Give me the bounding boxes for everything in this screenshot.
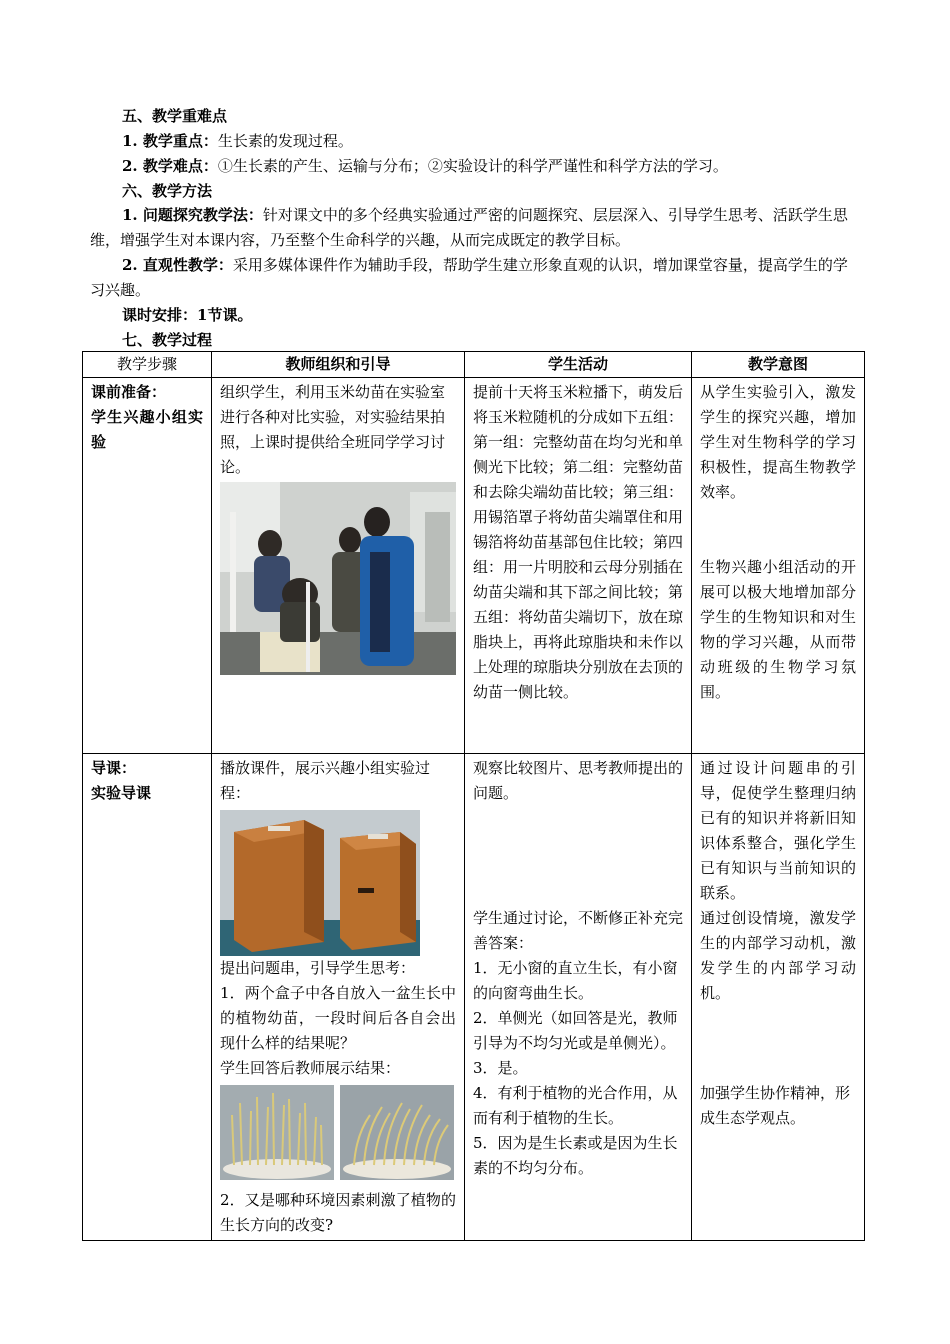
method-2-label: 2. 直观性教学： — [122, 256, 233, 274]
row2-intent-3: 加强学生协作精神，形成生态学观点。 — [700, 1084, 851, 1127]
lab-students-photo — [220, 482, 456, 675]
row2-answer-1: 1．无小窗的直立生长，有小窗的向窗弯曲生长。 — [473, 959, 678, 1002]
row1-step-cell — [83, 378, 212, 754]
row2-step-sub: 实验导课 — [91, 784, 152, 802]
table-row — [83, 754, 865, 1241]
row2-answer-5: 5．因为是生长素或是因为生长素的不均匀分布。 — [473, 1134, 678, 1177]
difficulty-line — [122, 154, 728, 178]
row2-step-title: 导课： — [91, 759, 137, 777]
row1-student-cell — [465, 378, 692, 754]
seedling-photos — [220, 1081, 456, 1188]
row2-teacher-intro: 播放课件，展示兴趣小组实验过程： — [220, 759, 431, 802]
method-2-paragraph — [90, 253, 860, 303]
row2-intent-1: 通过设计问题串的引导，促使学生整理归纳已有的知识并将新旧知识体系整合，强化学生已有知识与当前知识的联系。 — [700, 759, 856, 902]
wooden-boxes-photo — [220, 810, 420, 956]
row2-question-1: 1．两个盒子中各自放入一盆生长中的植物幼苗，一段时间后各自会出现什么样的结果呢？ — [220, 984, 456, 1052]
difficulty-label: 2. 教学难点： — [122, 157, 218, 175]
section-5-heading: 五、教学重难点 — [122, 107, 228, 125]
header-intent: 教学意图 — [692, 352, 865, 378]
row2-intent-cell — [692, 754, 865, 1241]
row2-answer-3: 3．是。 — [473, 1059, 528, 1077]
row2-question-2: 2．又是哪种环境因素刺激了植物的生长方向的改变? — [220, 1191, 456, 1234]
row1-intent-1: 从学生实验引入，激发学生的探究兴趣，增加学生对生物科学的学习积极性，提高生物教学效率。 — [700, 383, 856, 501]
row1-intent-cell — [692, 378, 865, 754]
row2-question-intro: 提出问题串，引导学生思考： — [220, 959, 416, 977]
header-teacher: 教师组织和引导 — [212, 352, 465, 378]
seedlings-photo-2 — [340, 1085, 454, 1180]
section-6-heading: 六、教学方法 — [122, 182, 213, 200]
method-1-label: 1. 问题探究教学法： — [122, 206, 263, 224]
method-2-text: 采用多媒体课件作为辅助手段，帮助学生建立形象直观的认识，增加课堂容量，提高学生的学习兴趣。 — [90, 256, 848, 299]
row1-teacher-text: 组织学生，利用玉米幼苗在实验室进行各种对比实验，对实验结果拍照，上课时提供给全班同学学习讨论。 — [220, 383, 446, 476]
key-point-line — [122, 129, 353, 153]
method-1-paragraph — [90, 203, 860, 253]
row1-student-text: 提前十天将玉米粒播下，萌发后将玉米粒随机的分成如下五组：第一组：完整幼苗在均匀光和单侧光下比较；第二组：完整幼苗和去除尖端幼苗比较；第三组：用锡箔罩子将幼苗尖端罩住和用锡箔将幼苗基部包住比较；第四组：用一片明胶和云母分别插在幼苗尖端和其下部之间比较；第五组：将幼苗尖端切下，放在琼脂块上，再将此琼脂块和未作以上处理的琼脂块分别放在去顶的幼苗一侧比较。 — [473, 383, 684, 701]
lab-photo-drawing — [220, 482, 456, 675]
seedlings-photo-1 — [220, 1085, 334, 1180]
row2-student-b: 学生通过讨论，不断修正补充完善答案： — [473, 909, 684, 952]
seedlings-drawing-1 — [220, 1085, 334, 1180]
table-row — [83, 378, 865, 754]
difficulty-text: ①生长素的产生、运输与分布；②实验设计的科学严谨性和科学方法的学习。 — [217, 157, 728, 175]
header-step: 教学步骤 — [83, 352, 212, 378]
teaching-process-table — [82, 351, 865, 1241]
row1-step-title: 课前准备： — [91, 383, 167, 401]
table-header-row — [83, 352, 865, 378]
row1-intent-2: 生物兴趣小组活动的开展可以极大地增加部分学生的生物知识和对生物的学习兴趣，从而带动班级的生物学习氛围。 — [700, 558, 856, 701]
row2-student-a: 观察比较图片、思考教师提出的问题。 — [473, 759, 684, 802]
row2-answer-2: 2．单侧光（如回答是光，教师引导为不均匀光或是单侧光）。 — [473, 1009, 678, 1052]
schedule-line: 课时安排：1节课。 — [122, 306, 253, 324]
key-point-label: 1. 教学重点： — [122, 132, 218, 150]
key-point-text: 生长素的发现过程。 — [217, 132, 353, 150]
row1-teacher-cell — [212, 378, 465, 754]
section-7-heading: 七、教学过程 — [122, 331, 213, 349]
header-student: 学生活动 — [465, 352, 692, 378]
row1-step-sub: 学生兴趣小组实验 — [91, 408, 203, 451]
row2-intent-2: 通过创设情境，激发学生的内部学习动机，激发学生的内部学习动机。 — [700, 909, 856, 1002]
row2-teacher-cell — [212, 754, 465, 1241]
row2-teacher-show: 学生回答后教师展示结果： — [220, 1059, 401, 1077]
seedlings-drawing-2 — [340, 1085, 454, 1180]
row2-student-cell — [465, 754, 692, 1241]
boxes-photo-drawing — [220, 810, 420, 956]
row2-step-cell — [83, 754, 212, 1241]
method-1-text: 针对课文中的多个经典实验通过严密的问题探究、层层深入、引导学生思考、活跃学生思维，增强学生对本课内容，乃至整个生命科学的兴趣，从而完成既定的教学目标。 — [90, 206, 848, 249]
row2-answer-4: 4．有利于植物的光合作用，从而有利于植物的生长。 — [473, 1084, 678, 1127]
